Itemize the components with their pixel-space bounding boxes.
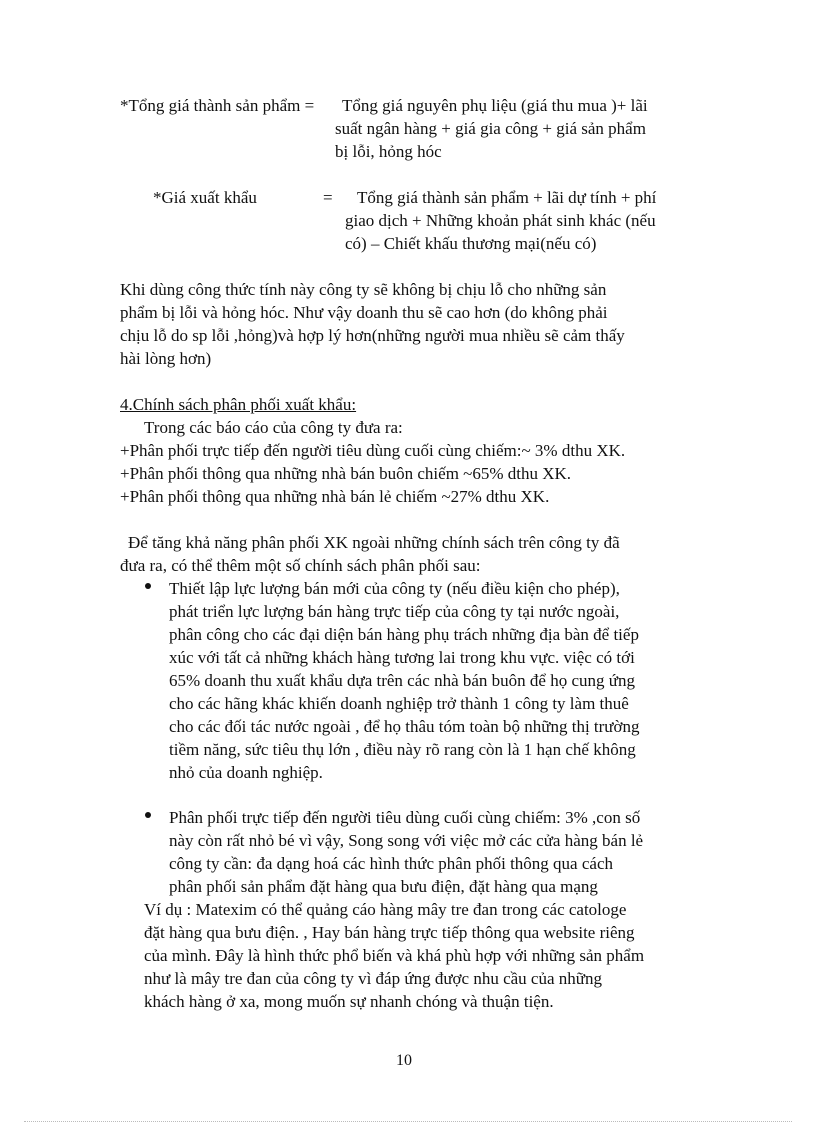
page-number: 10 xyxy=(396,1052,412,1069)
formula2-line: Tổng giá thành sản phẩm + lãi dự tính + phí xyxy=(357,188,657,207)
bullet-line: tiềm năng, sức tiêu thụ lớn , điều này rõ rang còn là 1 hạn chế không xyxy=(169,740,636,759)
section-line: Trong các báo cáo của công ty đưa ra: xyxy=(144,418,403,437)
example-line: khách hàng ở xa, mong muốn sự nhanh chóng và thuận tiện. xyxy=(144,992,554,1011)
section-line: +Phân phối trực tiếp đến người tiêu dùng cuối cùng chiếm:~ 3% dthu XK. xyxy=(120,441,626,460)
section-line: +Phân phối thông qua những nhà bán buôn chiếm ~65% dthu XK. xyxy=(120,464,572,483)
page-bottom-border xyxy=(24,1121,792,1122)
bullet-line: nhỏ của doanh nghiệp. xyxy=(169,763,323,782)
formula2-line: giao dịch + Những khoản phát sinh khác (nếu xyxy=(345,211,656,230)
paragraph-line: hài lòng hơn) xyxy=(120,349,212,368)
bullet-line: Phân phối trực tiếp đến người tiêu dùng cuối cùng chiếm: 3% ,con số xyxy=(169,808,641,827)
section-heading: 4.Chính sách phân phối xuất khẩu: xyxy=(120,395,357,414)
bullet-icon xyxy=(145,583,151,589)
bullet-line: Thiết lập lực lượng bán mới của công ty (nếu điều kiện cho phép), xyxy=(169,579,620,598)
paragraph-line: Để tăng khả năng phân phối XK ngoài những chính sách trên công ty đã xyxy=(128,533,620,552)
formula2-line: có) – Chiết khấu thương mại(nếu có) xyxy=(345,234,597,253)
bullet-line: cho các đối tác nước ngoài , để họ thâu tóm toàn bộ những thị trường xyxy=(169,717,640,736)
formula2-label: *Giá xuất khẩu xyxy=(153,188,257,207)
example-line: như là mây tre đan của công ty vì đáp ứng được nhu cầu của những xyxy=(144,969,602,988)
formula1-label: *Tổng giá thành sản phẩm = xyxy=(120,96,315,115)
paragraph-line: chịu lỗ do sp lỗi ,hỏng)và hợp lý hơn(những người mua nhiều sẽ cảm thấy xyxy=(120,326,625,345)
formula1-line: bị lỗi, hỏng hóc xyxy=(335,142,442,161)
paragraph-line: Khi dùng công thức tính này công ty sẽ không bị chịu lỗ cho những sản xyxy=(120,280,607,299)
bullet-line: công ty cần: đa dạng hoá các hình thức phân phối thông qua cách xyxy=(169,854,613,873)
example-line: đặt hàng qua bưu điện. , Hay bán hàng trực tiếp thông qua website riêng xyxy=(144,923,635,942)
paragraph-line: phẩm bị lỗi và hỏng hóc. Như vậy doanh thu sẽ cao hơn (do không phải xyxy=(120,303,608,322)
formula1-line: suất ngân hàng + giá gia công + giá sản phẩm xyxy=(335,119,646,138)
bullet-line: cho các hãng khác khiến doanh nghiệp trở thành 1 công ty làm thuê xyxy=(169,694,629,713)
bullet-icon xyxy=(145,812,151,818)
bullet-line: này còn rất nhỏ bé vì vậy, Song song với việc mở các cửa hàng bán lẻ xyxy=(169,831,644,850)
example-line: Ví dụ : Matexim có thể quảng cáo hàng mây tre đan trong các catologe xyxy=(144,900,627,919)
section-line: +Phân phối thông qua những nhà bán lẻ chiếm ~27% dthu XK. xyxy=(120,487,550,506)
bullet-line: phân công cho các đại diện bán hàng phụ trách những địa bàn để tiếp xyxy=(169,625,639,644)
formula1-line: Tổng giá nguyên phụ liệu (giá thu mua )+ lãi xyxy=(342,96,648,115)
example-line: của mình. Đây là hình thức phổ biến và khá phù hợp với những sản phẩm xyxy=(144,946,645,965)
paragraph-line: đưa ra, có thể thêm một số chính sách phân phối sau: xyxy=(120,556,481,575)
bullet-line: 65% doanh thu xuất khẩu dựa trên các nhà bán buôn để họ cung ứng xyxy=(169,671,635,690)
bullet-line: phân phối sản phẩm đặt hàng qua bưu điện, đặt hàng qua mạng xyxy=(169,877,598,896)
bullet-line: phát triển lực lượng bán hàng trực tiếp của công ty tại nước ngoài, xyxy=(169,602,620,621)
formula2-equals: = xyxy=(323,188,333,207)
bullet-line: xúc với tất cả những khách hàng tương lai trong khu vực. việc có tới xyxy=(169,648,635,667)
